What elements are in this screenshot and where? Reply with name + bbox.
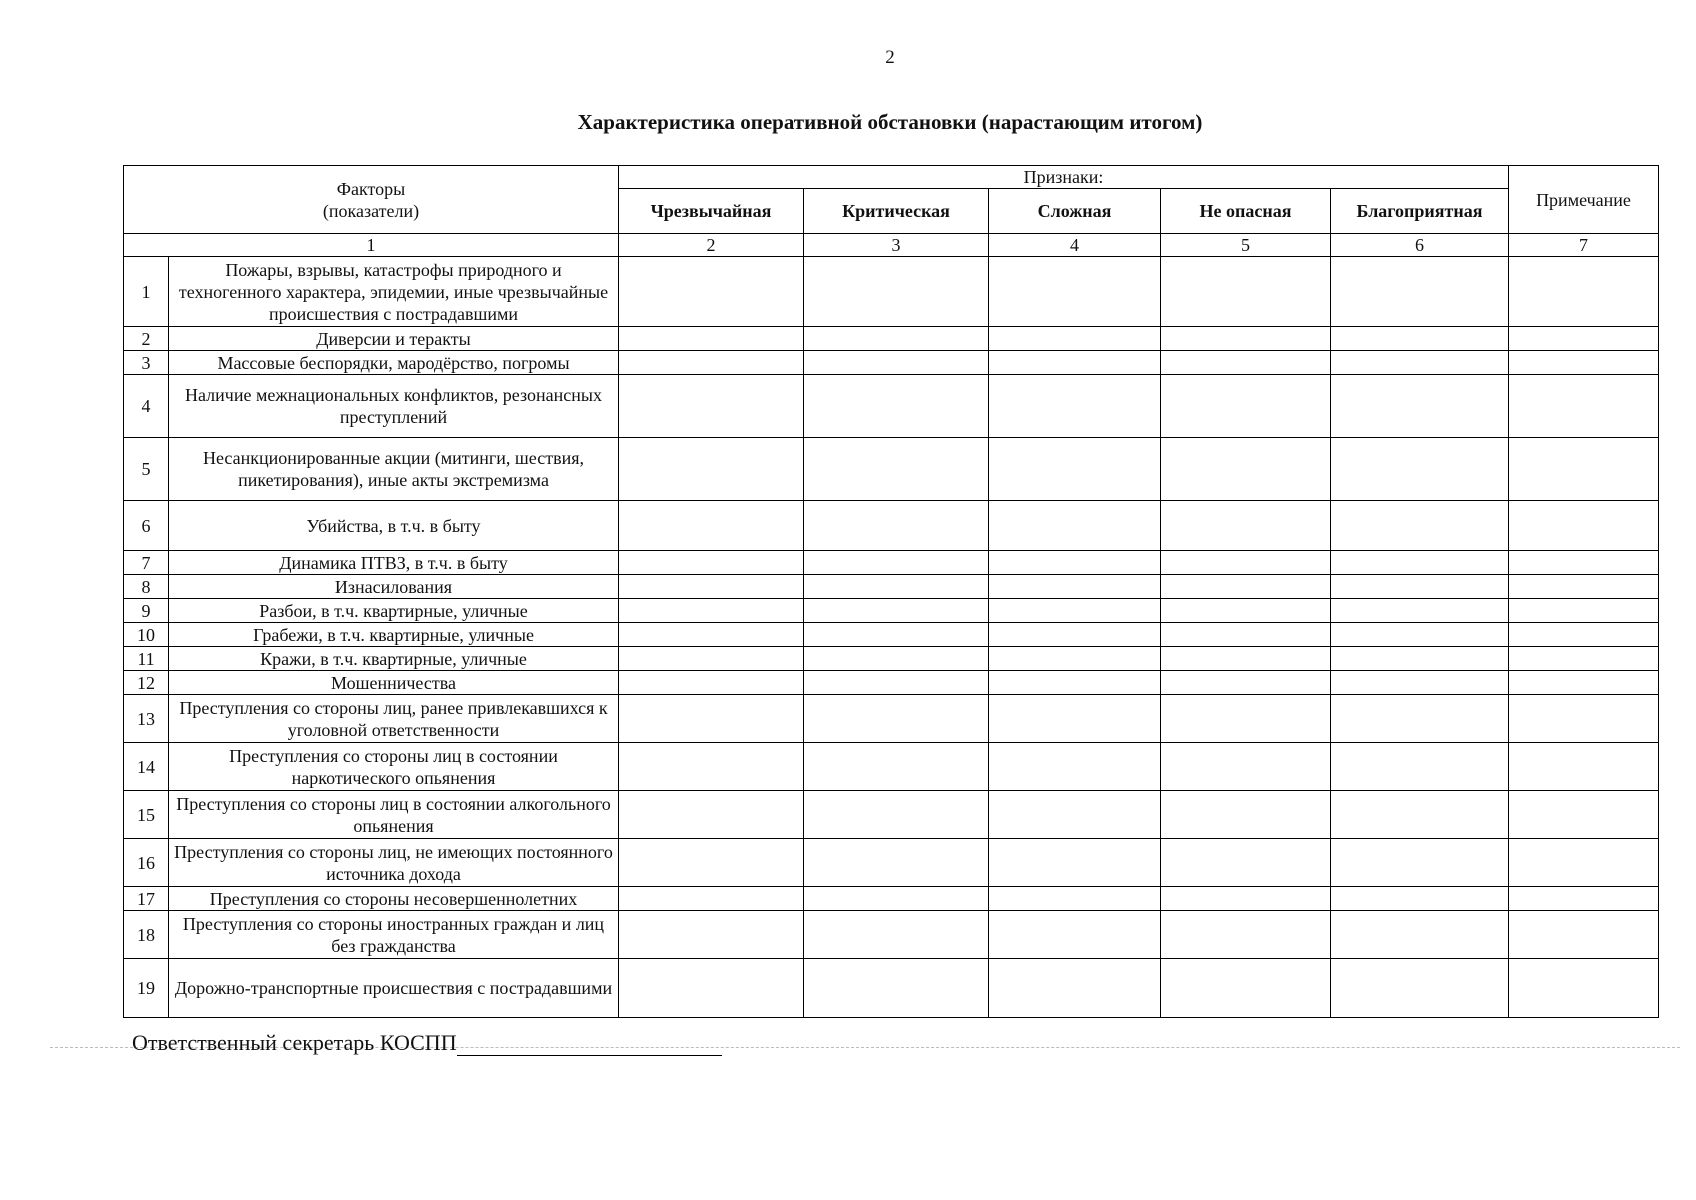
table-row [124, 551, 1659, 575]
table-row [124, 959, 1659, 1018]
sign-input-cell[interactable] [1161, 438, 1331, 501]
sign-column-header: Сложная [989, 189, 1161, 234]
factor-cell: Кражи, в т.ч. квартирные, уличные [169, 647, 619, 671]
table-row [124, 351, 1659, 375]
column-number: 7 [1509, 234, 1659, 257]
sign-input-cell[interactable] [619, 839, 804, 887]
sign-input-cell[interactable] [1331, 351, 1509, 375]
sign-input-cell[interactable] [619, 791, 804, 839]
table-row [124, 575, 1659, 599]
note-input-cell[interactable] [1509, 575, 1659, 599]
sign-input-cell[interactable] [1161, 351, 1331, 375]
signature-label: Ответственный секретарь КОСПП [132, 1030, 457, 1055]
sign-input-cell[interactable] [989, 791, 1161, 839]
page-number: 2 [885, 47, 895, 68]
sign-input-cell[interactable] [804, 743, 989, 791]
sign-input-cell[interactable] [1161, 671, 1331, 695]
note-header: Примечание [1509, 166, 1659, 234]
sign-input-cell[interactable] [1331, 743, 1509, 791]
row-number: 4 [124, 375, 169, 438]
table-row [124, 647, 1659, 671]
note-input-cell[interactable] [1509, 743, 1659, 791]
sign-input-cell[interactable] [989, 743, 1161, 791]
table-row [124, 599, 1659, 623]
sign-input-cell[interactable] [619, 551, 804, 575]
factor-cell: Преступления со стороны иностранных граждан и лиц без гражданства [169, 911, 619, 959]
factor-cell: Преступления со стороны лиц в состоянии алкогольного опьянения [169, 791, 619, 839]
factor-cell: Преступления со стороны лиц, ранее привлекавшихся к уголовной ответственности [169, 695, 619, 743]
sign-input-cell[interactable] [1331, 257, 1509, 327]
sign-input-cell[interactable] [804, 438, 989, 501]
sign-input-cell[interactable] [1161, 575, 1331, 599]
sign-input-cell[interactable] [619, 501, 804, 551]
sign-input-cell[interactable] [1331, 839, 1509, 887]
sign-input-cell[interactable] [1161, 501, 1331, 551]
sign-input-cell[interactable] [804, 623, 989, 647]
sign-input-cell[interactable] [989, 575, 1161, 599]
sign-input-cell[interactable] [804, 257, 989, 327]
row-number: 11 [124, 647, 169, 671]
sign-column-header: Благоприятная [1331, 189, 1509, 234]
sign-input-cell[interactable] [989, 501, 1161, 551]
sign-input-cell[interactable] [1331, 375, 1509, 438]
sign-input-cell[interactable] [1331, 438, 1509, 501]
row-number: 10 [124, 623, 169, 647]
row-number: 19 [124, 959, 169, 1018]
sign-input-cell[interactable] [804, 911, 989, 959]
sign-input-cell[interactable] [619, 599, 804, 623]
sign-input-cell[interactable] [619, 351, 804, 375]
note-input-cell[interactable] [1509, 327, 1659, 351]
sign-input-cell[interactable] [1331, 599, 1509, 623]
sign-input-cell[interactable] [619, 671, 804, 695]
note-input-cell[interactable] [1509, 599, 1659, 623]
table-row [124, 375, 1659, 438]
signature-blank[interactable] [457, 1033, 722, 1056]
sign-input-cell[interactable] [619, 695, 804, 743]
sign-input-cell[interactable] [1161, 327, 1331, 351]
note-input-cell[interactable] [1509, 839, 1659, 887]
sign-input-cell[interactable] [989, 671, 1161, 695]
sign-input-cell[interactable] [804, 375, 989, 438]
column-number: 3 [804, 234, 989, 257]
sign-input-cell[interactable] [1331, 501, 1509, 551]
note-input-cell[interactable] [1509, 501, 1659, 551]
table-row [124, 623, 1659, 647]
table-row [124, 839, 1659, 887]
sign-input-cell[interactable] [1161, 887, 1331, 911]
note-input-cell[interactable] [1509, 375, 1659, 438]
sign-input-cell[interactable] [804, 327, 989, 351]
column-number: 6 [1331, 234, 1509, 257]
factor-cell: Убийства, в т.ч. в быту [169, 501, 619, 551]
note-input-cell[interactable] [1509, 438, 1659, 501]
sign-input-cell[interactable] [1331, 327, 1509, 351]
row-number: 3 [124, 351, 169, 375]
column-number: 1 [124, 234, 619, 257]
sign-input-cell[interactable] [619, 623, 804, 647]
row-number: 2 [124, 327, 169, 351]
sign-input-cell[interactable] [1331, 887, 1509, 911]
sign-input-cell[interactable] [619, 327, 804, 351]
sign-input-cell[interactable] [1331, 911, 1509, 959]
sign-input-cell[interactable] [619, 375, 804, 438]
sign-input-cell[interactable] [804, 599, 989, 623]
sign-input-cell[interactable] [1331, 623, 1509, 647]
factors-header [124, 166, 619, 234]
row-number: 12 [124, 671, 169, 695]
row-number: 5 [124, 438, 169, 501]
column-number: 4 [989, 234, 1161, 257]
sign-input-cell[interactable] [989, 959, 1161, 1018]
row-number: 8 [124, 575, 169, 599]
sign-input-cell[interactable] [804, 351, 989, 375]
note-input-cell[interactable] [1509, 911, 1659, 959]
factor-cell: Изнасилования [169, 575, 619, 599]
sign-input-cell[interactable] [804, 959, 989, 1018]
column-number: 2 [619, 234, 804, 257]
situation-table-container [123, 165, 1658, 1018]
note-input-cell[interactable] [1509, 623, 1659, 647]
sign-input-cell[interactable] [1331, 695, 1509, 743]
sign-column-header: Критическая [804, 189, 989, 234]
signature-line [132, 1030, 722, 1056]
table-row [124, 671, 1659, 695]
sign-input-cell[interactable] [804, 791, 989, 839]
row-number: 16 [124, 839, 169, 887]
sign-input-cell[interactable] [619, 647, 804, 671]
factor-cell: Массовые беспорядки, мародёрство, погромы [169, 351, 619, 375]
sign-input-cell[interactable] [989, 839, 1161, 887]
sign-input-cell[interactable] [619, 257, 804, 327]
sign-input-cell[interactable] [989, 623, 1161, 647]
column-number: 5 [1161, 234, 1331, 257]
sign-column-header: Не опасная [1161, 189, 1331, 234]
sign-input-cell[interactable] [804, 695, 989, 743]
sign-input-cell[interactable] [804, 839, 989, 887]
sign-input-cell[interactable] [989, 551, 1161, 575]
sign-input-cell[interactable] [989, 438, 1161, 501]
sign-input-cell[interactable] [1331, 575, 1509, 599]
row-number: 6 [124, 501, 169, 551]
note-input-cell[interactable] [1509, 257, 1659, 327]
factor-cell: Наличие межнациональных конфликтов, резонансных преступлений [169, 375, 619, 438]
factors-header-line2: (показатели) [322, 200, 420, 221]
note-input-cell[interactable] [1509, 647, 1659, 671]
factor-cell: Преступления со стороны лиц в состоянии наркотического опьянения [169, 743, 619, 791]
sign-input-cell[interactable] [1331, 647, 1509, 671]
factors-header-line1: Факторы [336, 178, 406, 199]
factor-cell: Динамика ПТВЗ, в т.ч. в быту [169, 551, 619, 575]
note-input-cell[interactable] [1509, 791, 1659, 839]
sign-input-cell[interactable] [804, 501, 989, 551]
sign-input-cell[interactable] [989, 887, 1161, 911]
factor-cell: Преступления со стороны несовершеннолетних [169, 887, 619, 911]
sign-input-cell[interactable] [1161, 911, 1331, 959]
note-input-cell[interactable] [1509, 551, 1659, 575]
row-number: 7 [124, 551, 169, 575]
row-number: 17 [124, 887, 169, 911]
row-number: 13 [124, 695, 169, 743]
sign-input-cell[interactable] [1331, 959, 1509, 1018]
table-row [124, 438, 1659, 501]
factor-cell: Разбои, в т.ч. квартирные, уличные [169, 599, 619, 623]
factor-cell: Грабежи, в т.ч. квартирные, уличные [169, 623, 619, 647]
sign-input-cell[interactable] [989, 599, 1161, 623]
factor-cell: Мошенничества [169, 671, 619, 695]
sign-input-cell[interactable] [619, 438, 804, 501]
row-number: 15 [124, 791, 169, 839]
table-row [124, 911, 1659, 959]
sign-input-cell[interactable] [989, 351, 1161, 375]
sign-input-cell[interactable] [619, 743, 804, 791]
sign-input-cell[interactable] [1161, 695, 1331, 743]
table-row [124, 791, 1659, 839]
factor-cell: Дорожно-транспортные происшествия с пострадавшими [169, 959, 619, 1018]
sign-input-cell[interactable] [989, 327, 1161, 351]
sign-input-cell[interactable] [1161, 599, 1331, 623]
sign-input-cell[interactable] [1161, 743, 1331, 791]
row-number: 9 [124, 599, 169, 623]
sign-input-cell[interactable] [989, 257, 1161, 327]
row-number: 18 [124, 911, 169, 959]
sign-input-cell[interactable] [989, 375, 1161, 438]
note-input-cell[interactable] [1509, 959, 1659, 1018]
note-input-cell[interactable] [1509, 887, 1659, 911]
sign-input-cell[interactable] [1161, 959, 1331, 1018]
table-row [124, 887, 1659, 911]
sign-input-cell[interactable] [989, 911, 1161, 959]
sign-input-cell[interactable] [619, 575, 804, 599]
sign-input-cell[interactable] [1161, 375, 1331, 438]
factor-cell: Несанкционированные акции (митинги, шествия, пикетирования), иные акты экстремизма [169, 438, 619, 501]
document-title: Характеристика оперативной обстановки (нарастающим итогом) [577, 110, 1203, 134]
sign-input-cell[interactable] [1331, 791, 1509, 839]
sign-input-cell[interactable] [804, 671, 989, 695]
sign-input-cell[interactable] [1161, 791, 1331, 839]
sign-input-cell[interactable] [804, 647, 989, 671]
sign-input-cell[interactable] [804, 887, 989, 911]
factor-cell: Диверсии и теракты [169, 327, 619, 351]
sign-input-cell[interactable] [1161, 257, 1331, 327]
sign-input-cell[interactable] [804, 575, 989, 599]
sign-input-cell[interactable] [1161, 647, 1331, 671]
row-number: 1 [124, 257, 169, 327]
sign-input-cell[interactable] [804, 551, 989, 575]
situation-table [123, 165, 1659, 1018]
sign-input-cell[interactable] [1331, 671, 1509, 695]
sign-input-cell[interactable] [1161, 839, 1331, 887]
table-row [124, 257, 1659, 327]
sign-input-cell[interactable] [619, 887, 804, 911]
signs-header: Признаки: [619, 166, 1509, 189]
table-row [124, 327, 1659, 351]
factor-cell: Пожары, взрывы, катастрофы природного и техногенного характера, эпидемии, иные чрезвычайные происшествия с пострадавшими [169, 257, 619, 327]
sign-input-cell[interactable] [619, 959, 804, 1018]
table-row [124, 743, 1659, 791]
note-input-cell[interactable] [1509, 695, 1659, 743]
note-input-cell[interactable] [1509, 351, 1659, 375]
sign-input-cell[interactable] [619, 911, 804, 959]
sign-input-cell[interactable] [989, 647, 1161, 671]
sign-input-cell[interactable] [989, 695, 1161, 743]
row-number: 14 [124, 743, 169, 791]
factor-cell: Преступления со стороны лиц, не имеющих постоянного источника дохода [169, 839, 619, 887]
table-row [124, 695, 1659, 743]
table-row [124, 501, 1659, 551]
sign-input-cell[interactable] [1161, 551, 1331, 575]
note-input-cell[interactable] [1509, 671, 1659, 695]
sign-input-cell[interactable] [1161, 623, 1331, 647]
sign-column-header: Чрезвычайная [619, 189, 804, 234]
sign-input-cell[interactable] [1331, 551, 1509, 575]
